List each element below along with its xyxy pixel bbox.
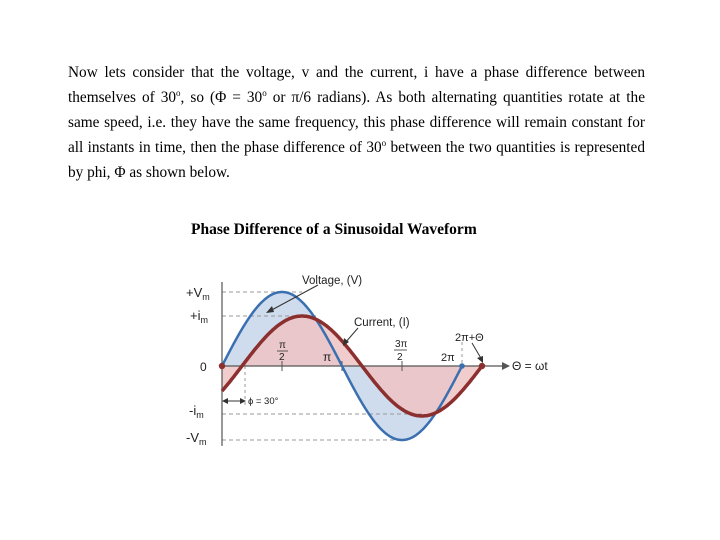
two-pi-plus-label: 2π+Θ bbox=[455, 332, 484, 344]
two-pi-label: 2π bbox=[441, 352, 455, 364]
half-pi-numerator: π bbox=[279, 340, 286, 351]
current-label: Current, (I) bbox=[354, 317, 410, 329]
figure-caption: Phase Difference of a Sinusoidal Waveform bbox=[191, 221, 477, 238]
plus-im-label: $+i_m$ bbox=[190, 308, 208, 325]
intro-paragraph: Now lets consider that the voltage, v and the current, i have a phase difference between themselves of 30$^o$, so ($\Phi = 30^o$ or π/6 radians). As both alternating quantities rotate at the same speed, i.e. they have the same frequency, this phase difference will remain constant for all instants in time, then the phase difference of 30$^o$ between the two quantities is represented by phi, Φ as shown below. bbox=[68, 64, 645, 181]
three-half-pi-denominator: 2 bbox=[397, 352, 403, 363]
three-half-pi-numerator: 3π bbox=[395, 339, 408, 350]
voltage-end-dot bbox=[459, 363, 465, 369]
phi-label: ɸ = 30° bbox=[248, 396, 279, 407]
plus-vm-label: $+V_m$ bbox=[186, 285, 210, 302]
pi-label: π bbox=[323, 350, 332, 364]
minus-vm-label: $-V_m$ bbox=[186, 430, 207, 447]
half-pi-denominator: 2 bbox=[279, 352, 285, 363]
phi-measure-left-arrow bbox=[222, 398, 228, 404]
current-end-dot bbox=[479, 363, 485, 369]
two-pi-plus-pointer-arrowhead bbox=[477, 356, 483, 363]
current-start-dot bbox=[219, 363, 225, 369]
x-axis-arrowhead bbox=[502, 362, 510, 370]
minus-im-label: $-i_m$ bbox=[189, 403, 204, 420]
voltage-label: Voltage, (V) bbox=[302, 275, 363, 287]
zero-label: 0 bbox=[200, 360, 207, 374]
theta-label: Θ = ωt bbox=[512, 359, 548, 373]
